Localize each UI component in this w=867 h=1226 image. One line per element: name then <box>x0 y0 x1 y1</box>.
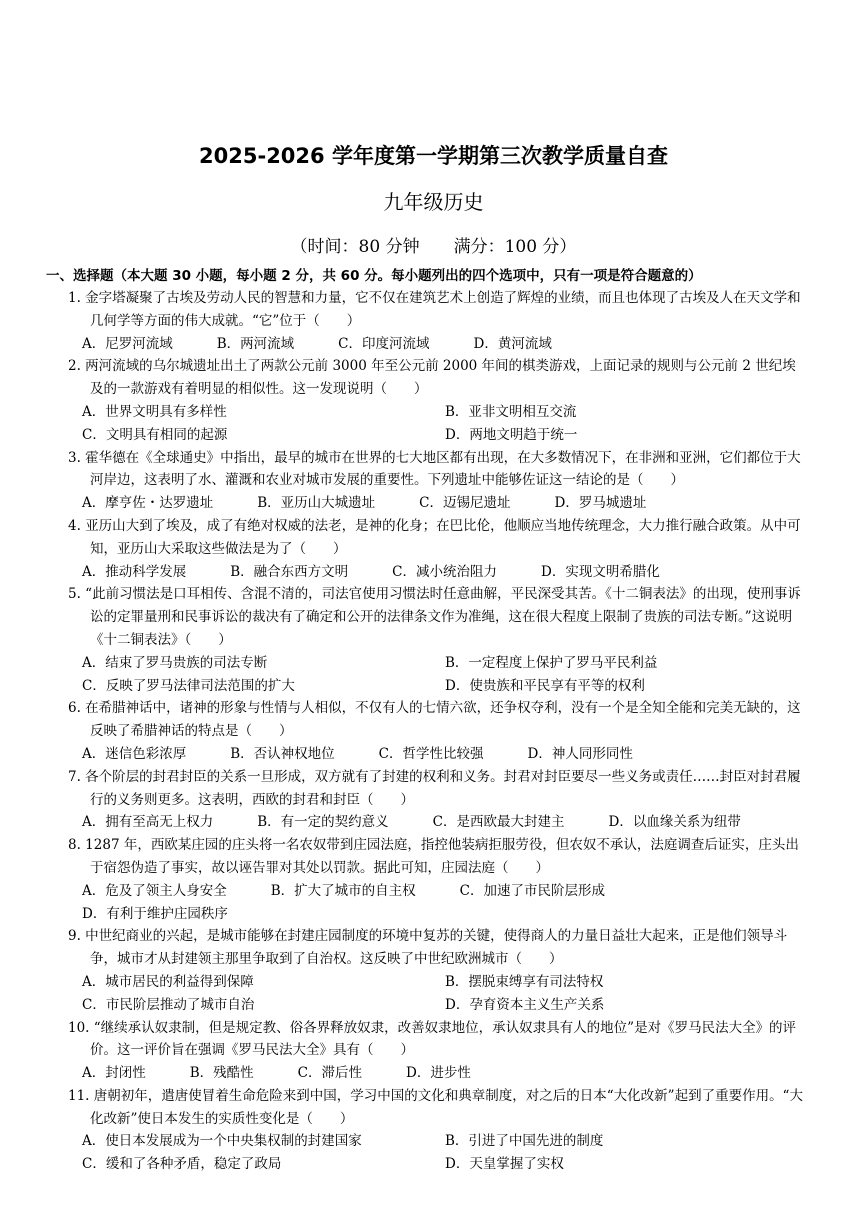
answer-option: A．危及了领主人身安全 <box>82 882 227 899</box>
answer-option: C．滞后性 <box>297 1065 363 1082</box>
answer-option: B．融合东西方文明 <box>230 563 349 580</box>
option-group <box>68 743 808 766</box>
question-stem: 9. 中世纪商业的兴起，是城市能够在封建庄园制度的环境中复苏的关键，使得商人的力量日益壮大起来，正是他们领导斗争，城市才从封建领主那里争取到了自治权。这反映了中世纪欧洲城市（ ） <box>68 928 788 968</box>
question-stem: 11. 唐朝初年，遣唐使冒着生命危险来到中国，学习中国的文化和典章制度，对之后的日本“大化改新”起到了重要作用。“大化改新”使日本发生的实质性变化是（ ） <box>68 1087 803 1127</box>
option-group <box>68 1130 808 1176</box>
option-group <box>68 401 808 447</box>
answer-option: D．以血缘关系为纽带 <box>608 814 741 831</box>
answer-option: C．迈锡尼遗址 <box>419 495 511 512</box>
answer-option: B．两河流域 <box>216 335 295 352</box>
answer-option: B．一定程度上保护了罗马平民利益 <box>445 654 658 671</box>
answer-option: D．神人同形同性 <box>527 745 633 762</box>
answer-option: A．结束了罗马贵族的司法专断 <box>82 654 268 671</box>
exam-time-info: （时间：80 分钟 满分：100 分） <box>290 237 577 257</box>
answer-option: D．孕育资本主义生产关系 <box>445 996 605 1013</box>
answer-option: B．扩大了城市的自主权 <box>270 882 416 899</box>
question-item <box>68 287 808 355</box>
question-stem: 7. 各个阶层的封君封臣的关系一旦形成，双方就有了封建的权利和义务。封君对封臣要尽一些义务或责任……封臣对封君履行的义务则更多。这表明，西欧的封君和封臣（ ） <box>68 768 801 808</box>
question-stem: 3. 霍华德在《全球通史》中指出，最早的城市在世界的七大地区都有出现，在大多数情况下，在非洲和亚洲，它们都位于大河岸边，这表明了水、灌溉和农业对城市发展的重要性。下列遗址中能够佐证这一结论的是（ ） <box>68 449 801 489</box>
answer-option: D．实现文明希腊化 <box>541 563 660 580</box>
answer-option: B．亚历山大城遗址 <box>257 495 376 512</box>
answer-option: B．否认神权地位 <box>230 745 335 762</box>
answer-option: C．加速了市民阶层形成 <box>459 882 606 899</box>
answer-option: D．进步性 <box>406 1065 471 1082</box>
answer-option: A．拥有至高无上权力 <box>82 814 214 831</box>
answer-option: C．缓和了各种矛盾，稳定了政局 <box>82 1156 282 1173</box>
answer-option: A．城市居民的利益得到保障 <box>82 973 254 990</box>
question-stem: 2. 两河流域的乌尔城遗址出土了两款公元前 3000 年至公元前 2000 年间的棋类游戏，上面记录的规则与公元前 2 世纪埃及的一款游戏有着明显的相似性。这一发现说明（ ） <box>68 358 796 398</box>
answer-option: A．摩亨佐・达罗遗址 <box>82 495 214 512</box>
question-item <box>68 583 808 697</box>
option-group <box>68 652 808 698</box>
answer-option: B．摆脱束缚享有司法特权 <box>445 973 604 990</box>
answer-option: A．迷信色彩浓厚 <box>82 745 187 762</box>
option-group <box>68 561 808 584</box>
option-group <box>68 1062 808 1085</box>
question-item <box>68 515 808 583</box>
answer-option: B．亚非文明相互交流 <box>445 403 577 420</box>
answer-option: C．市民阶层推动了城市自治 <box>82 996 255 1013</box>
option-group <box>68 492 808 515</box>
answer-option: C．哲学性比较强 <box>378 745 484 762</box>
question-stem: 6. 在希腊神话中，诸神的形象与性情与人相似，不仅有人的七情六欲，还争权夺利，没有一个是全知全能和完美无缺的，这反映了希腊神话的特点是（ ） <box>68 700 801 740</box>
answer-option: C．减小统治阻力 <box>392 563 498 580</box>
question-stem: 4. 亚历山大到了埃及，成了有绝对权威的法老，是神的化身；在巴比伦，他顺应当地传统理念，大力推行融合政策。从中可知，亚历山大采取这些做法是为了（ ） <box>68 517 801 557</box>
answer-option: A．推动科学发展 <box>82 563 187 580</box>
answer-option: B．有一定的契约意义 <box>257 814 389 831</box>
option-group <box>68 971 808 1017</box>
option-group <box>68 811 808 834</box>
answer-option: C．印度河流域 <box>338 335 430 352</box>
answer-option: C．是西欧最大封建主 <box>432 814 565 831</box>
question-stem: 1. 金字塔凝聚了古埃及劳动人民的智慧和力量，它不仅在建筑艺术上创造了辉煌的业绩，而且也体现了古埃及人在天文学和几何学等方面的伟大成就。“它”位于（ ） <box>68 290 801 329</box>
option-group <box>68 880 808 926</box>
question-stem: 8. 1287 年，西欧某庄园的庄头将一名农奴带到庄园法庭，指控他装病拒服劳役，但农奴不承认，法庭调查后证实，庄头出于宿怨伪造了事实，故以诬告罪对其处以罚款。据此可知，庄园法庭（ ） <box>68 837 799 876</box>
question-item <box>68 697 808 765</box>
section-heading: 一、选择题（本大题 30 小题，每小题 2 分，共 60 分。每小题列出的四个选项中，只有一项是符合题意的） <box>46 268 702 284</box>
answer-option: D．使贵族和平民享有平等的权利 <box>445 677 645 694</box>
question-item <box>68 834 808 925</box>
answer-option: C．文明具有相同的起源 <box>82 426 228 443</box>
answer-option: D．黄河流域 <box>473 335 552 352</box>
question-stem: 5. “此前习惯法是口耳相传、含混不清的，司法官使用习惯法时任意曲解，平民深受其苦。《十二铜表法》的出现，使刑事诉讼的定罪量刑和民事诉讼的裁决有了确定和公开的法律条文作为准绳，这在很大程度上限制了贵族的司法专断。”这说明《十二铜表法》（ ） <box>68 586 801 648</box>
question-item <box>68 1085 808 1176</box>
question-item <box>68 925 808 1016</box>
answer-option: A．使日本发展成为一个中央集权制的封建国家 <box>82 1133 362 1150</box>
answer-option: D．天皇掌握了实权 <box>445 1156 564 1173</box>
answer-option: D．罗马城遗址 <box>554 495 647 512</box>
answer-option: A．封闭性 <box>82 1065 146 1082</box>
exam-subject: 九年级历史 <box>383 190 484 214</box>
question-item <box>68 766 808 834</box>
answer-option: C．反映了罗马法律司法范围的扩大 <box>82 677 295 694</box>
question-list <box>68 287 808 1176</box>
question-item <box>68 1017 808 1085</box>
question-item <box>68 355 808 446</box>
answer-option: D．两地文明趋于统一 <box>445 426 578 443</box>
exam-title: 2025-2026 学年度第一学期第三次教学质量自查 <box>199 144 668 168</box>
answer-option: B．引进了中国先进的制度 <box>445 1133 604 1150</box>
answer-option: A．尼罗河流域 <box>82 335 173 352</box>
option-group <box>68 333 808 356</box>
question-stem: 10. “继续承认奴隶制，但是规定教、俗各界释放奴隶，改善奴隶地位，承认奴隶具有人的地位”是对《罗马民法大全》的评价。这一评价旨在强调《罗马民法大全》具有（ ） <box>68 1019 797 1059</box>
question-item <box>68 447 808 515</box>
answer-option: B．残酷性 <box>189 1065 254 1082</box>
answer-option: A．世界文明具有多样性 <box>82 403 227 420</box>
answer-option: D．有利于维护庄园秩序 <box>82 905 228 922</box>
